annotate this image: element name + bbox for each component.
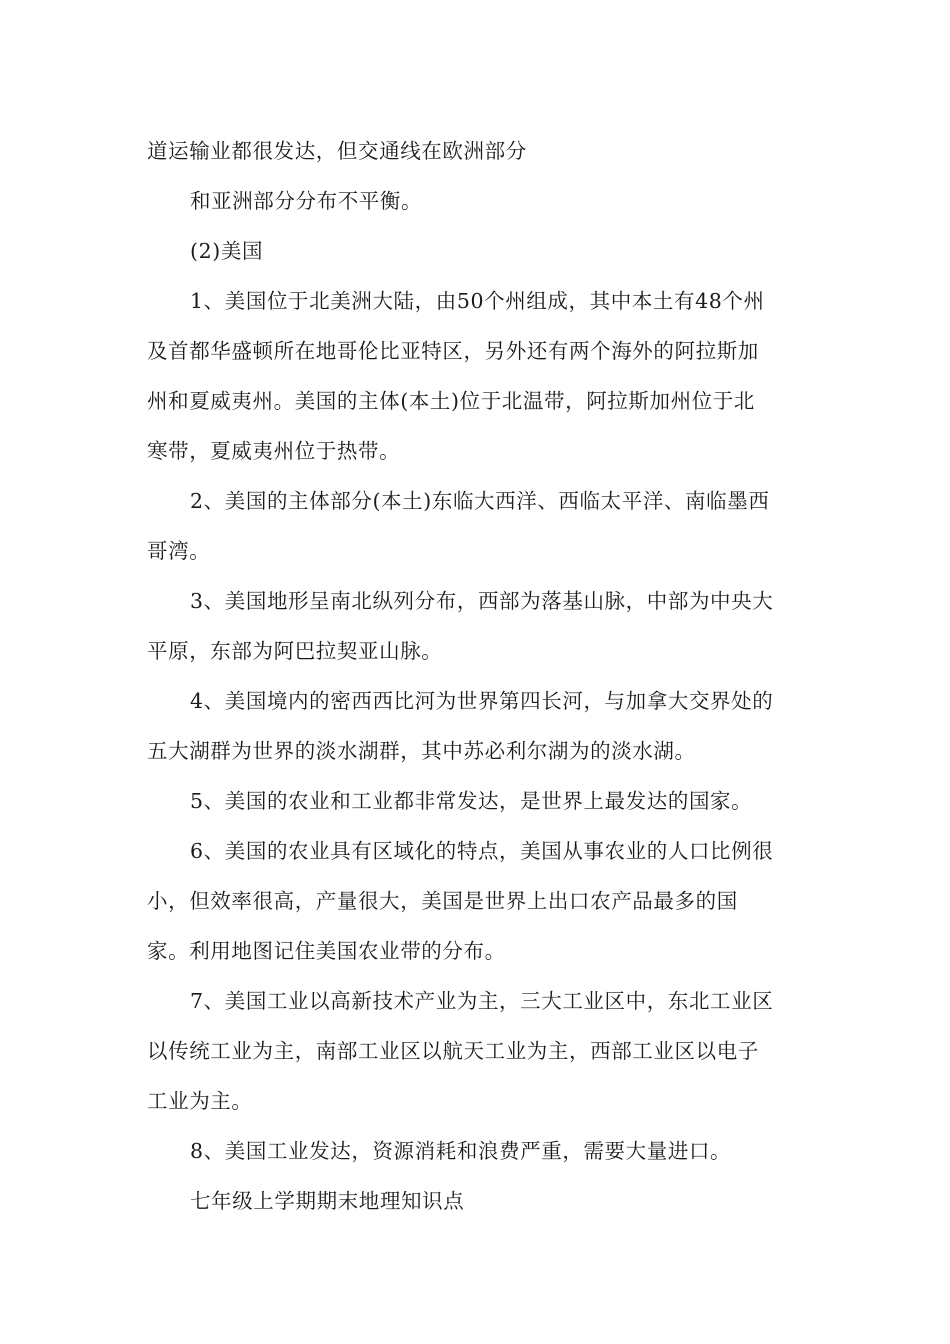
text-line: 6、美国的农业具有区域化的特点，美国从事农业的人口比例很 — [190, 839, 774, 863]
text-line: 5、美国的农业和工业都非常发达，是世界上最发达的国家。 — [190, 789, 753, 813]
text-line: 8、美国工业发达，资源消耗和浪费严重，需要大量进口。 — [190, 1139, 732, 1163]
text-line: 寒带，夏威夷州位于热带。 — [147, 439, 401, 463]
text-line: 州和夏威夷州。美国的主体(本土)位于北温带，阿拉斯加州位于北 — [147, 389, 755, 413]
text-line: 7、美国工业以高新技术产业为主，三大工业区中，东北工业区 — [190, 989, 774, 1013]
text-line: 平原，东部为阿巴拉契亚山脉。 — [147, 639, 443, 663]
text-line: 家。利用地图记住美国农业带的分布。 — [147, 939, 506, 963]
text-line: 道运输业都很发达，但交通线在欧洲部分 — [147, 139, 527, 163]
text-line: 和亚洲部分分布不平衡。 — [190, 189, 423, 213]
text-line: 五大湖群为世界的淡水湖群，其中苏必利尔湖为的淡水湖。 — [147, 739, 696, 763]
text-line: 以传统工业为主，南部工业区以航天工业为主，西部工业区以电子 — [147, 1039, 759, 1063]
section-heading: (2)美国 — [190, 239, 264, 263]
text-line: 及首都华盛顿所在地哥伦比亚特区，另外还有两个海外的阿拉斯加 — [147, 339, 759, 363]
text-line: 哥湾。 — [147, 539, 211, 563]
text-line: 1、美国位于北美洲大陆，由50个州组成，其中本土有48个州 — [190, 289, 765, 313]
text-line: 3、美国地形呈南北纵列分布，西部为落基山脉，中部为中央大 — [190, 589, 774, 613]
text-line: 工业为主。 — [147, 1089, 253, 1113]
text-line: 小，但效率很高，产量很大，美国是世界上出口农产品最多的国 — [147, 889, 738, 913]
section-heading: 七年级上学期期末地理知识点 — [190, 1189, 465, 1213]
text-line: 4、美国境内的密西西比河为世界第四长河，与加拿大交界处的 — [190, 689, 774, 713]
text-line: 2、美国的主体部分(本土)东临大西洋、西临太平洋、南临墨西 — [190, 489, 770, 513]
